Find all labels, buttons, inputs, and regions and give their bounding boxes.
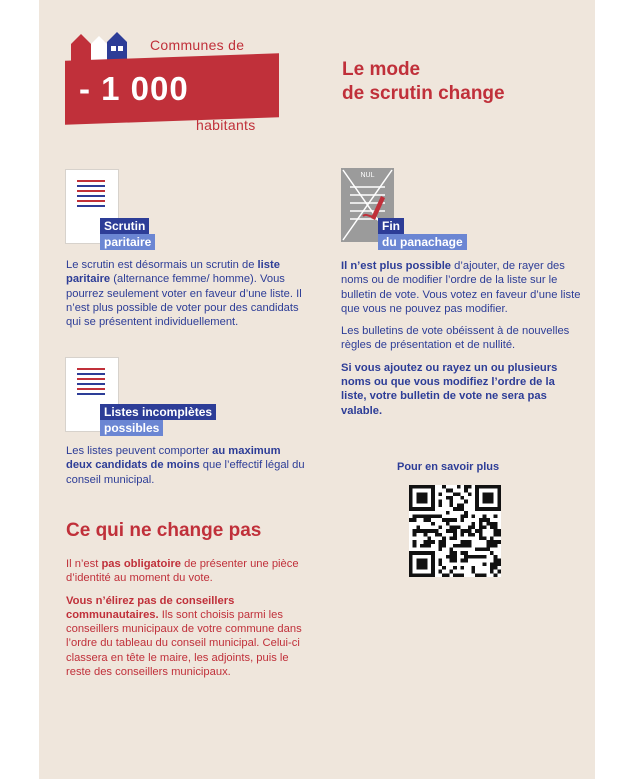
nul-label: NUL [360, 172, 375, 179]
main-title [342, 58, 505, 106]
panachage-text [341, 259, 581, 426]
listes-text: Les listes peuvent comporter au maximum deux candidats de moins que l’effectif légal du conseil municipal. [66, 445, 305, 486]
unchanged-text [66, 557, 306, 687]
listes-tag [100, 404, 216, 436]
flyer-page [39, 0, 595, 779]
main-title-line1: Le mode [342, 59, 421, 80]
unchanged-paragraph-2: Vous n’élirez pas de conseillers communautaires. Ils sont choisis parmi les conseillers municipaux de votre commune dans l’ordre du tableau du conseil municipal. Celui-ci classera en tête le maire, les adjoints, puis le reste des conseillers municipaux. [66, 594, 302, 679]
panachage-paragraph-3: Si vous ajoutez ou rayez un ou plusieurs noms ou que vous modifiez l’ordre de la liste, votre bulletin de vote ne sera pas valable. [341, 361, 558, 417]
panachage-paragraph-2: Les bulletins de vote obéissent à de nouvelles règles de présentation et de nullité. [341, 325, 570, 352]
qr-code-icon[interactable] [409, 485, 501, 577]
panachage-paragraph-1: Il n’est plus possible d’ajouter, de rayer des noms ou de modifier l’ordre de la liste sur le bulletin de vote. Vous votez en faveur d’une liste que vous ne pouvez pas modifier. [341, 260, 581, 315]
scrutin-tag-line2: paritaire [100, 234, 155, 250]
scrutin-text: Le scrutin est désormais un scrutin de liste paritaire (alternance femme/ homme). Vous pourrez seulement voter en faveur d’une liste. Il n’est plus possible de voter pour des candidats qui se présentent individuellement. [66, 259, 302, 329]
panachage-tag [378, 218, 467, 250]
main-title-line2: de scrutin change [342, 83, 505, 104]
section-title-unchanged: Ce qui ne change pas [66, 520, 262, 541]
scrutin-tag [100, 218, 155, 250]
panachage-tag-line1: Fin [378, 218, 404, 234]
habitants-label: habitants [196, 117, 256, 133]
listes-tag-line1: Listes incomplètes [100, 404, 216, 420]
listes-tag-line2: possibles [100, 420, 163, 436]
scrutin-tag-line1: Scrutin [100, 218, 149, 234]
panachage-tag-line2: du panachage [378, 234, 467, 250]
unchanged-paragraph-1: Il n’est pas obligatoire de présenter une pièce d’identité au moment du vote. [66, 558, 299, 585]
communes-label: Communes de [150, 37, 245, 53]
population-number: - 1 000 [79, 70, 189, 107]
more-info-label: Pour en savoir plus [397, 461, 500, 473]
